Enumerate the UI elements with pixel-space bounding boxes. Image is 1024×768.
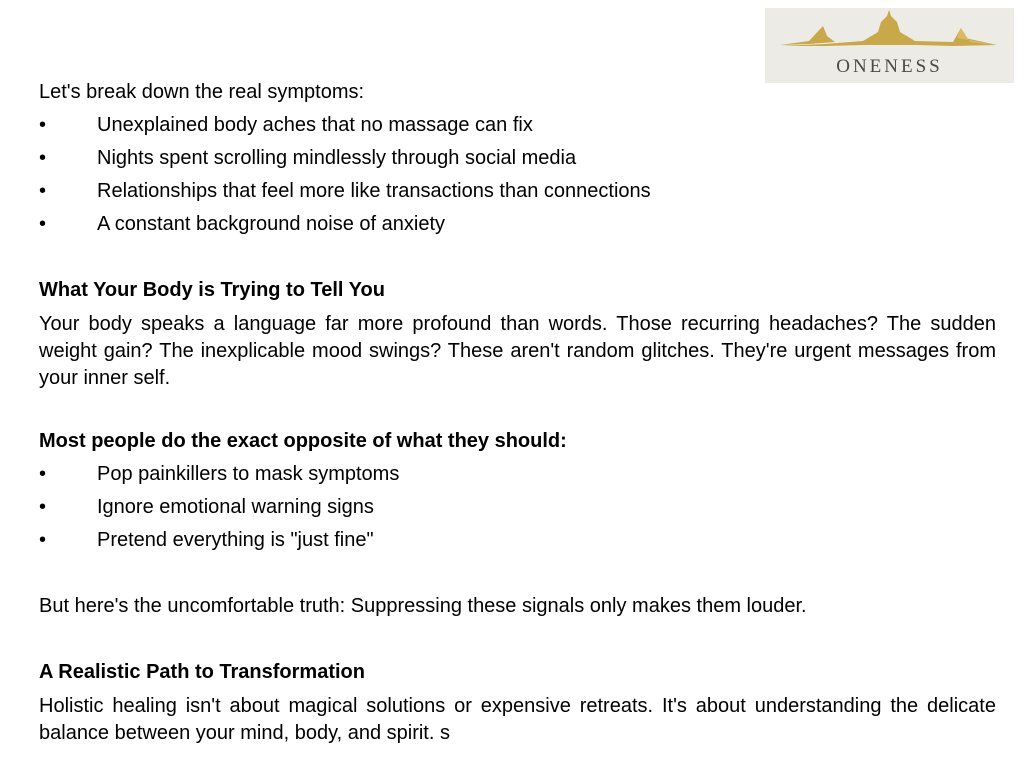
list-item: [39, 109, 996, 142]
temple-roofline-icon: [765, 8, 1014, 56]
truth-statement: But here's the uncomfortable truth: Suppressing these signals only makes them louder.: [39, 595, 807, 617]
logo-text: ONENESS: [836, 56, 943, 77]
list-item: [39, 208, 996, 241]
bullet-icon: •: [39, 213, 47, 235]
document-body: [39, 76, 996, 747]
list-item: [39, 142, 996, 175]
list-item-text: Nights spent scrolling mindlessly through social media: [97, 147, 577, 169]
section-paragraph-path: Holistic healing isn't about magical solutions or expensive retreats. It's about understanding the delicate balance between your mind, body, and spirit. s: [39, 695, 996, 744]
list-item-text: Relationships that feel more like transactions than connections: [97, 180, 651, 202]
mistakes-list: [39, 458, 996, 557]
oneness-logo: [765, 8, 1014, 83]
bullet-icon: •: [39, 147, 47, 169]
list-item-text: Unexplained body aches that no massage can fix: [97, 114, 533, 136]
list-item: [39, 458, 996, 491]
list-item: [39, 491, 996, 524]
list-item-text: Pretend everything is "just fine": [97, 529, 374, 551]
section-paragraph-body: Your body speaks a language far more profound than words. Those recurring headaches? The sudden weight gain? The inexplicable mood swings? These aren't random glitches. They're urgent messages from your inner self.: [39, 313, 996, 389]
symptoms-list: [39, 109, 996, 241]
section-heading-body: What Your Body is Trying to Tell You: [39, 279, 385, 301]
list-item: [39, 175, 996, 208]
list-item-text: A constant background noise of anxiety: [97, 213, 446, 235]
list-item-text: Pop painkillers to mask symptoms: [97, 463, 400, 485]
bullet-icon: •: [39, 463, 47, 485]
bullet-icon: •: [39, 496, 47, 518]
bullet-icon: •: [39, 180, 47, 202]
bullet-icon: •: [39, 114, 47, 136]
intro-lead: Let's break down the real symptoms:: [39, 81, 365, 103]
bullet-icon: •: [39, 529, 47, 551]
list-item: [39, 524, 996, 557]
section-heading-path: A Realistic Path to Transformation: [39, 661, 365, 683]
section-heading-opposite: Most people do the exact opposite of what they should:: [39, 430, 567, 452]
list-item-text: Ignore emotional warning signs: [97, 496, 374, 518]
